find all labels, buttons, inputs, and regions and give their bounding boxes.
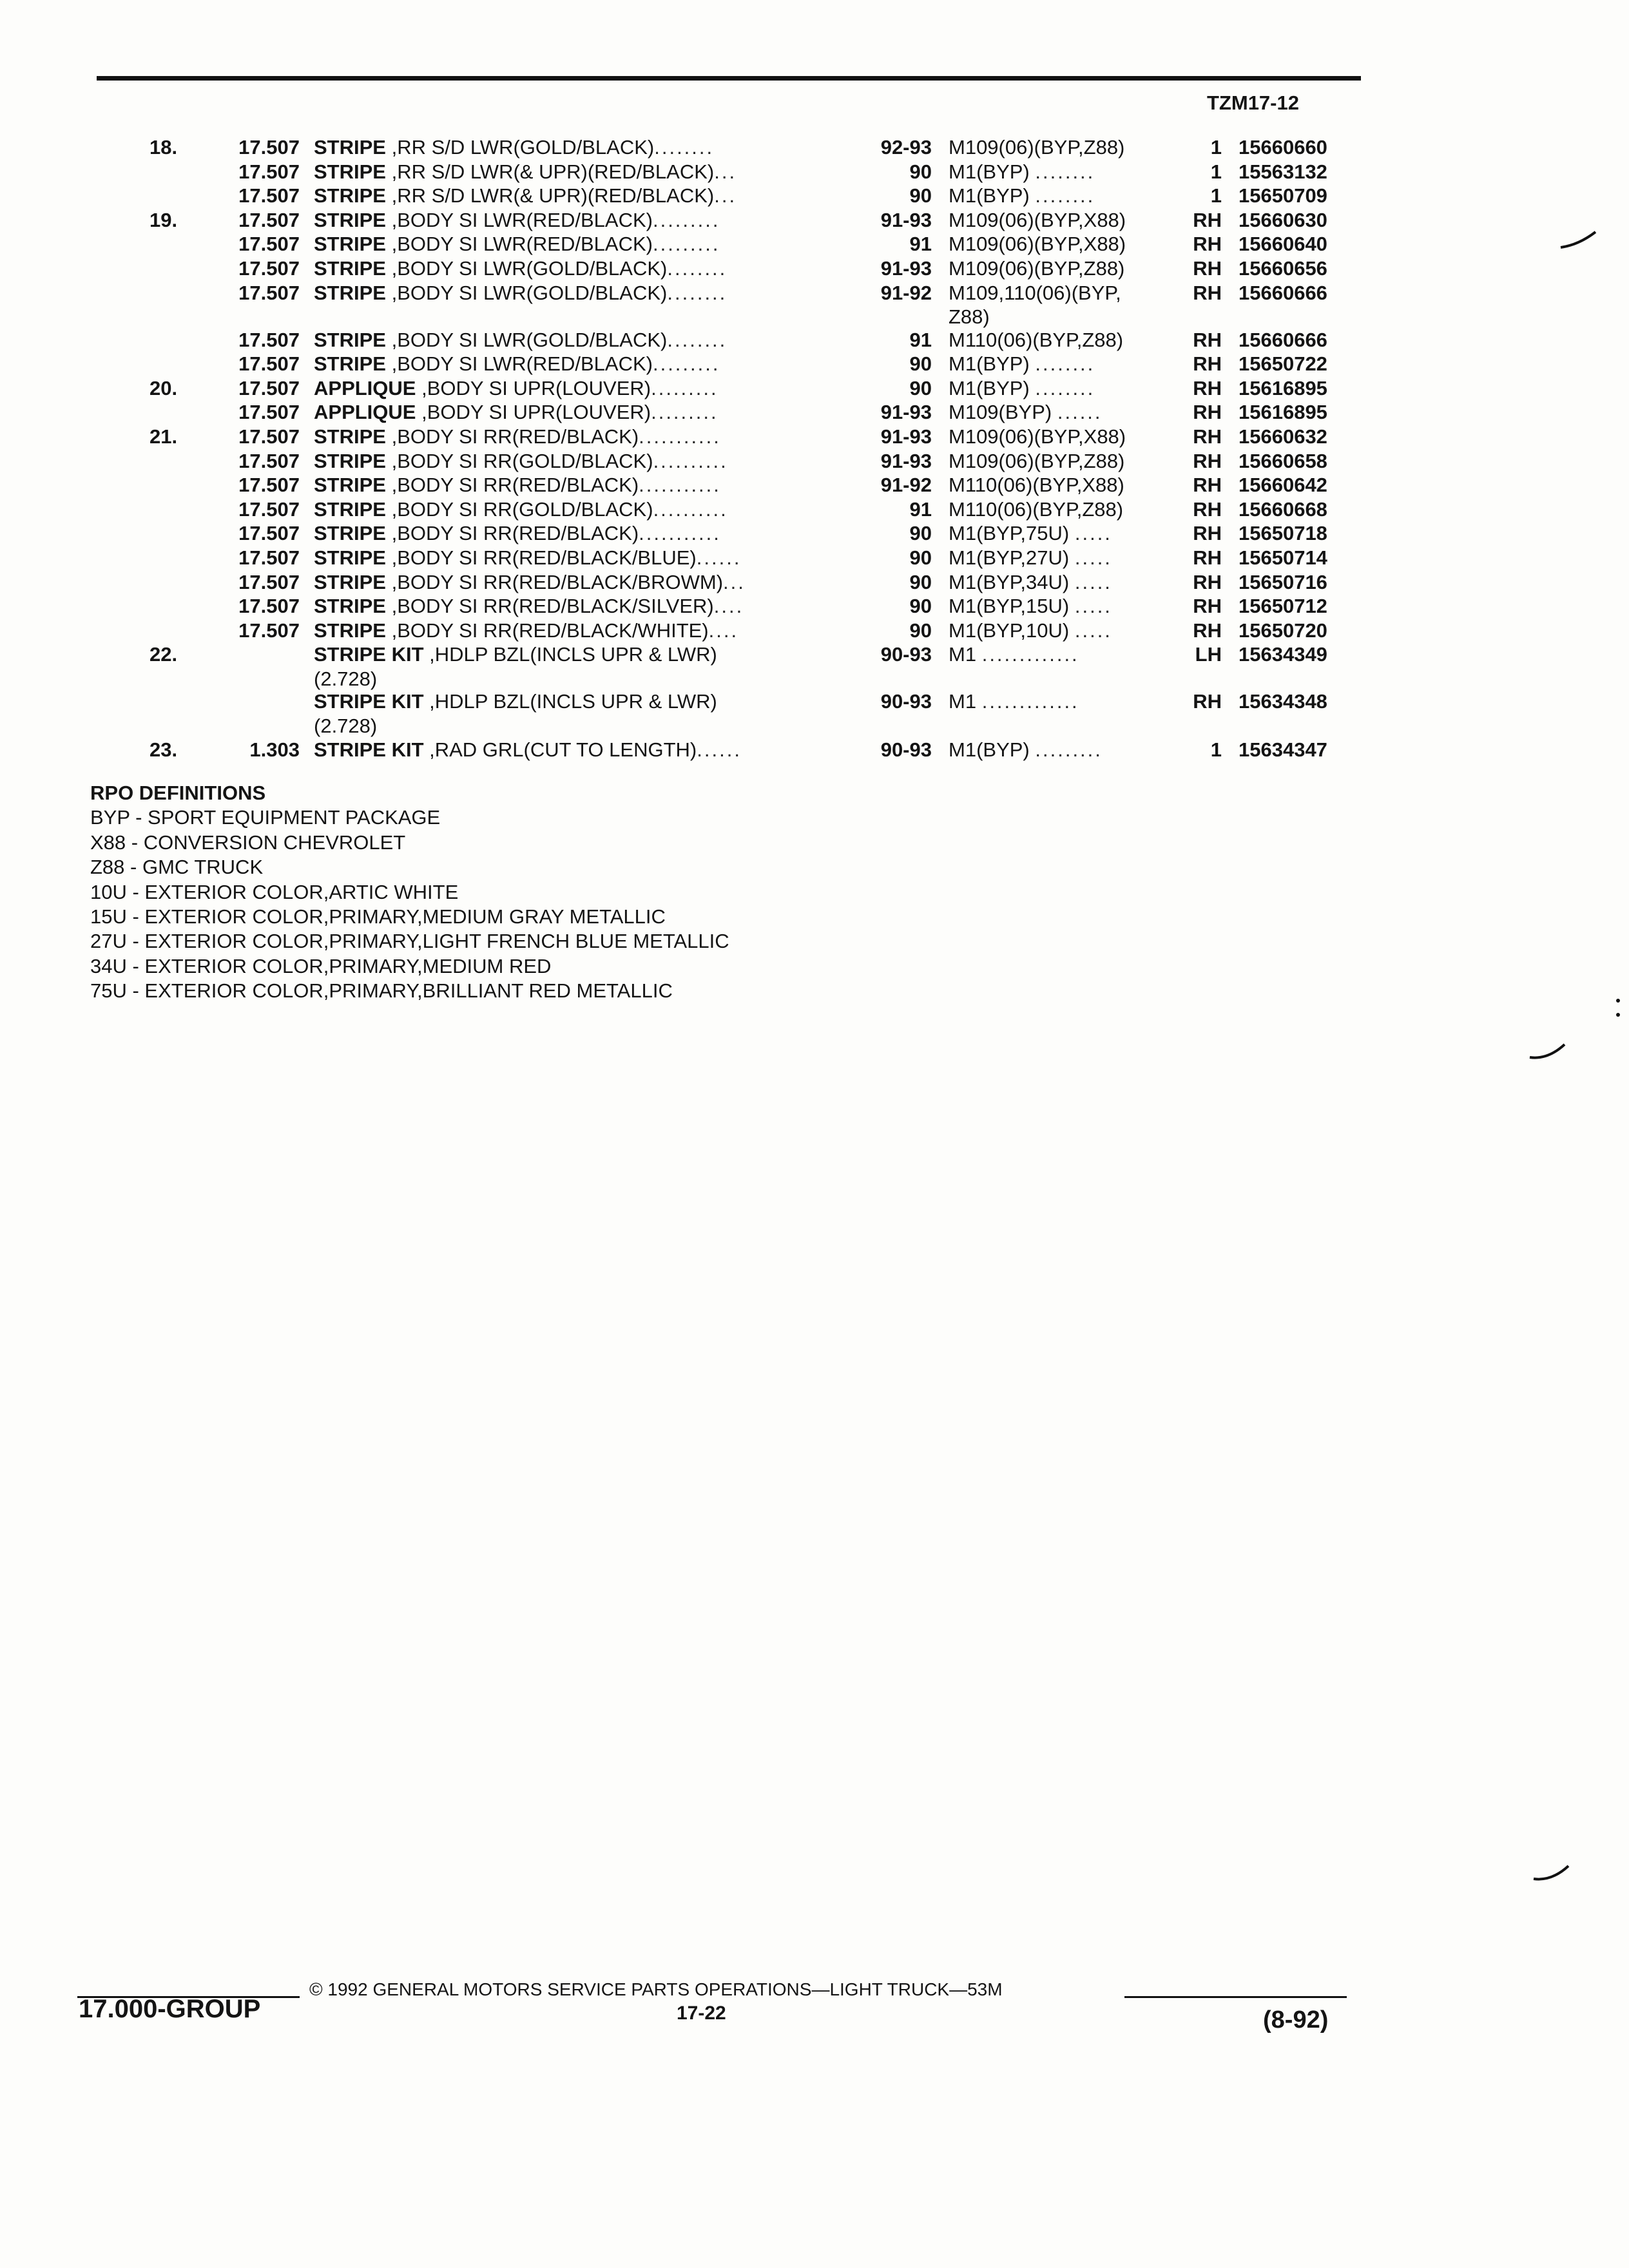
- rpo-item: 10U - EXTERIOR COLOR,ARTIC WHITE: [90, 880, 459, 903]
- model-years: 91-93: [880, 208, 932, 231]
- leader-dots: .....: [1074, 546, 1112, 569]
- table-row: [0, 521, 1629, 546]
- part-name: STRIPE: [314, 449, 386, 472]
- item-number: 21.: [149, 425, 178, 448]
- usage: [949, 594, 1171, 619]
- usage-text: M109(06)(BYP,Z88): [949, 136, 1125, 159]
- leader-dots: .........: [652, 352, 720, 376]
- part-name: STRIPE: [314, 256, 386, 280]
- rpo-item: 15U - EXTERIOR COLOR,PRIMARY,MEDIUM GRAY METALLIC: [90, 905, 666, 928]
- leader-dots: ........: [1035, 376, 1095, 399]
- group-number: 17.507: [238, 595, 300, 618]
- part-number: 15660666: [1239, 281, 1327, 304]
- usage-text: M1(BYP): [949, 160, 1030, 183]
- part-description: [314, 689, 849, 738]
- table-row: [0, 473, 1629, 497]
- part-description: [314, 184, 849, 208]
- table-row: [0, 594, 1629, 619]
- part-description-cont: (2.728): [314, 667, 378, 690]
- part-name: STRIPE KIT: [314, 690, 424, 713]
- usage-text: M109(06)(BYP,X88): [949, 208, 1126, 231]
- usage-text: M1: [949, 690, 977, 713]
- table-row: [0, 281, 1629, 328]
- part-detail: ,BODY SI LWR(GOLD/BLACK): [385, 281, 668, 304]
- group-number: 17.507: [238, 136, 300, 159]
- part-detail: ,BODY SI LWR(RED/BLACK): [385, 352, 653, 376]
- usage: [949, 473, 1171, 497]
- usage: [949, 135, 1171, 160]
- leader-dots: ......: [697, 738, 742, 762]
- part-name: STRIPE: [314, 595, 386, 618]
- part-number: 15616895: [1239, 401, 1327, 424]
- part-detail: ,BODY SI LWR(RED/BLACK): [385, 208, 653, 231]
- part-name: STRIPE: [314, 208, 386, 231]
- part-number: 15616895: [1239, 376, 1327, 399]
- leader-dots: .....: [1074, 619, 1112, 642]
- footer-copyright: © 1992 GENERAL MOTORS SERVICE PARTS OPERATIONS—LIGHT TRUCK—53M: [309, 1979, 1003, 1999]
- part-name: STRIPE: [314, 328, 386, 351]
- leader-dots: ......: [696, 546, 742, 569]
- leader-dots: ...: [723, 570, 746, 593]
- part-number: 15650709: [1239, 184, 1327, 207]
- part-detail: ,BODY SI RR(GOLD/BLACK): [385, 449, 653, 472]
- quantity: 1: [1210, 136, 1222, 159]
- quantity: RH: [1193, 425, 1222, 448]
- part-name: STRIPE: [314, 352, 386, 376]
- part-number: 15563132: [1239, 160, 1327, 183]
- usage: [949, 619, 1171, 643]
- part-description: [314, 328, 849, 352]
- quantity: RH: [1193, 376, 1222, 399]
- model-years: 90-93: [880, 738, 932, 762]
- group-number: 17.507: [238, 497, 300, 521]
- part-description: [314, 160, 849, 184]
- item-number: 22.: [149, 643, 178, 666]
- part-detail: ,RAD GRL(CUT TO LENGTH): [423, 738, 697, 762]
- rpo-item: Z88 - GMC TRUCK: [90, 856, 264, 879]
- table-row: [0, 160, 1629, 184]
- usage-text: M1(BYP,15U): [949, 595, 1070, 618]
- part-description: [314, 425, 849, 449]
- usage: [949, 232, 1171, 256]
- part-description-cont: (2.728): [314, 714, 378, 737]
- quantity: RH: [1193, 522, 1222, 545]
- part-description: [314, 135, 849, 160]
- part-detail: ,BODY SI LWR(GOLD/BLACK): [385, 328, 668, 351]
- quantity: RH: [1193, 352, 1222, 376]
- table-row: [0, 497, 1629, 522]
- usage: [949, 256, 1171, 281]
- usage: [949, 521, 1171, 546]
- footer-rule: [1124, 1996, 1347, 1998]
- leader-dots: ........: [1035, 184, 1095, 207]
- leader-dots: ........: [654, 136, 715, 159]
- model-years: 91-93: [880, 425, 932, 448]
- usage-text: M109(BYP): [949, 401, 1052, 424]
- rpo-heading: RPO DEFINITIONS: [90, 782, 266, 804]
- item-number: 19.: [149, 208, 178, 231]
- part-name: APPLIQUE: [314, 376, 416, 399]
- part-detail: ,BODY SI RR(RED/BLACK/WHITE): [385, 619, 709, 642]
- part-number: 15660642: [1239, 474, 1327, 497]
- usage: [949, 546, 1171, 570]
- usage: [949, 425, 1171, 449]
- model-years: 91-93: [880, 401, 932, 424]
- part-name: APPLIQUE: [314, 401, 416, 424]
- group-number: 17.507: [238, 425, 300, 448]
- part-detail: ,BODY SI LWR(RED/BLACK): [385, 233, 653, 256]
- quantity: 1: [1210, 184, 1222, 207]
- model-years: 90: [909, 352, 932, 376]
- part-detail: ,BODY SI UPR(LOUVER): [416, 401, 651, 424]
- group-number: 17.507: [238, 208, 300, 231]
- punch-mark-icon: [1614, 995, 1622, 1021]
- part-description: [314, 400, 849, 425]
- leader-dots: ........: [1035, 160, 1095, 183]
- usage-text: M110(06)(BYP,Z88): [949, 497, 1124, 521]
- part-description: [314, 521, 849, 546]
- part-number: 15660668: [1239, 497, 1327, 521]
- part-number: 15634349: [1239, 643, 1327, 666]
- part-description: [314, 738, 849, 762]
- usage: [949, 738, 1171, 762]
- usage: [949, 376, 1171, 401]
- model-years: 90: [909, 570, 932, 593]
- model-years: 91: [909, 328, 932, 351]
- part-number: 15660658: [1239, 449, 1327, 472]
- part-number: 15650722: [1239, 352, 1327, 376]
- part-name: STRIPE: [314, 136, 386, 159]
- usage: [949, 642, 1171, 667]
- quantity: 1: [1210, 738, 1222, 762]
- part-detail: ,BODY SI RR(GOLD/BLACK): [385, 497, 653, 521]
- group-number: 17.507: [238, 328, 300, 351]
- usage: [949, 352, 1171, 376]
- table-row: [0, 738, 1629, 762]
- model-years: 90-93: [880, 643, 932, 666]
- usage-text: M1(BYP,10U): [949, 619, 1070, 642]
- table-row: [0, 376, 1629, 401]
- punch-mark-icon: [1559, 226, 1598, 251]
- leader-dots: ........: [667, 281, 728, 304]
- part-name: STRIPE: [314, 474, 386, 497]
- usage: [949, 400, 1171, 425]
- part-number: 15634347: [1239, 738, 1327, 762]
- part-detail: ,BODY SI RR(RED/BLACK): [385, 425, 639, 448]
- usage: [949, 328, 1171, 352]
- part-name: STRIPE: [314, 233, 386, 256]
- leader-dots: ..........: [653, 449, 728, 472]
- part-description: [314, 619, 849, 643]
- leader-dots: .........: [651, 376, 718, 399]
- group-number: 17.507: [238, 401, 300, 424]
- part-name: STRIPE: [314, 570, 386, 593]
- part-description: [314, 473, 849, 497]
- part-detail: ,RR S/D LWR(GOLD/BLACK): [385, 136, 655, 159]
- usage: [949, 689, 1171, 714]
- group-number: 17.507: [238, 474, 300, 497]
- leader-dots: ......: [1057, 401, 1103, 424]
- punch-mark-icon: [1528, 1041, 1567, 1066]
- part-name: STRIPE: [314, 160, 386, 183]
- usage-text: M109(06)(BYP,X88): [949, 425, 1126, 448]
- quantity: RH: [1193, 449, 1222, 472]
- part-description: [314, 256, 849, 281]
- usage-text: M1(BYP,27U): [949, 546, 1070, 569]
- part-number: 15660666: [1239, 328, 1327, 351]
- part-description: [314, 232, 849, 256]
- table-row: [0, 135, 1629, 160]
- table-row: [0, 184, 1629, 208]
- model-years: 91-92: [880, 281, 932, 304]
- leader-dots: .............: [981, 643, 1079, 666]
- part-number: 15650720: [1239, 619, 1327, 642]
- usage: [949, 570, 1171, 595]
- model-years: 90: [909, 184, 932, 207]
- part-description: [314, 594, 849, 619]
- item-number: 20.: [149, 376, 178, 399]
- leader-dots: ...........: [639, 522, 721, 545]
- table-row: [0, 208, 1629, 233]
- quantity: RH: [1193, 474, 1222, 497]
- quantity: RH: [1193, 401, 1222, 424]
- quantity: RH: [1193, 328, 1222, 351]
- rpo-item: 34U - EXTERIOR COLOR,PRIMARY,MEDIUM RED: [90, 954, 552, 977]
- part-description: [314, 546, 849, 570]
- usage-text: M1(BYP): [949, 376, 1030, 399]
- rpo-item: 75U - EXTERIOR COLOR,PRIMARY,BRILLIANT RED METALLIC: [90, 979, 673, 1003]
- revision-date: (8-92): [1263, 2006, 1329, 2033]
- group-number: 1.303: [249, 738, 300, 762]
- rpo-definitions: [90, 781, 729, 1004]
- quantity: RH: [1193, 281, 1222, 304]
- quantity: RH: [1193, 546, 1222, 569]
- part-description: [314, 352, 849, 376]
- group-number: 17.507: [238, 546, 300, 569]
- part-detail: ,HDLP BZL(INCLS UPR & LWR): [423, 643, 717, 666]
- rpo-item: 27U - EXTERIOR COLOR,PRIMARY,LIGHT FRENCH BLUE METALLIC: [90, 930, 729, 953]
- usage-text: M109(06)(BYP,Z88): [949, 449, 1125, 472]
- part-number: 15660660: [1239, 136, 1327, 159]
- part-detail: ,BODY SI RR(RED/BLACK/BROWM): [385, 570, 724, 593]
- part-detail: ,RR S/D LWR(& UPR)(RED/BLACK): [385, 160, 715, 183]
- model-years: 91-93: [880, 449, 932, 472]
- part-name: STRIPE: [314, 425, 386, 448]
- part-number: 15650718: [1239, 522, 1327, 545]
- table-row: [0, 642, 1629, 689]
- model-years: 90: [909, 619, 932, 642]
- leader-dots: .........: [652, 233, 720, 256]
- quantity: RH: [1193, 256, 1222, 280]
- model-years: 90: [909, 522, 932, 545]
- group-number: 17.507: [238, 281, 300, 304]
- leader-dots: .....: [1074, 570, 1112, 593]
- usage-text: M109(06)(BYP,X88): [949, 233, 1126, 256]
- quantity: RH: [1193, 570, 1222, 593]
- quantity: RH: [1193, 690, 1222, 713]
- model-years: 91-93: [880, 256, 932, 280]
- model-years: 90-93: [880, 690, 932, 713]
- leader-dots: ...: [714, 160, 737, 183]
- part-name: STRIPE: [314, 522, 386, 545]
- parts-table: [0, 135, 1629, 762]
- part-detail: ,BODY SI RR(RED/BLACK/BLUE): [385, 546, 697, 569]
- page-number: 17-22: [677, 2003, 726, 2024]
- leader-dots: ........: [667, 328, 728, 351]
- part-description: [314, 449, 849, 474]
- quantity: RH: [1193, 233, 1222, 256]
- page-code: TZM17-12: [1207, 91, 1299, 114]
- part-number: 15660640: [1239, 233, 1327, 256]
- usage-text: M109,110(06)(BYP, Z88): [949, 281, 1121, 328]
- part-description: [314, 208, 849, 233]
- usage-text: M1: [949, 643, 977, 666]
- part-description: [314, 570, 849, 595]
- part-detail: ,BODY SI UPR(LOUVER): [416, 376, 651, 399]
- rpo-item: BYP - SPORT EQUIPMENT PACKAGE: [90, 806, 441, 829]
- header-rule: [97, 76, 1361, 81]
- table-row: [0, 400, 1629, 425]
- part-name: STRIPE KIT: [314, 738, 424, 762]
- leader-dots: ........: [1035, 352, 1095, 376]
- usage-text: M109(06)(BYP,Z88): [949, 256, 1125, 280]
- usage-text: M1(BYP,75U): [949, 522, 1070, 545]
- table-row: [0, 232, 1629, 256]
- table-row: [0, 570, 1629, 595]
- item-number: 18.: [149, 136, 178, 159]
- model-years: 90: [909, 160, 932, 183]
- part-number: 15650714: [1239, 546, 1327, 569]
- part-name: STRIPE: [314, 619, 386, 642]
- usage: [949, 160, 1171, 184]
- group-number: 17.507: [238, 376, 300, 399]
- group-number: 17.507: [238, 184, 300, 207]
- table-row: [0, 689, 1629, 738]
- part-detail: ,BODY SI RR(RED/BLACK/SILVER): [385, 595, 714, 618]
- usage-text: M110(06)(BYP,Z88): [949, 328, 1124, 351]
- part-name: STRIPE: [314, 281, 386, 304]
- usage: [949, 184, 1171, 208]
- rpo-item: X88 - CONVERSION CHEVROLET: [90, 831, 406, 854]
- group-number: 17.507: [238, 570, 300, 593]
- model-years: 91: [909, 497, 932, 521]
- part-number: 15650712: [1239, 595, 1327, 618]
- part-description: [314, 497, 849, 522]
- part-description: [314, 642, 849, 691]
- leader-dots: .....: [1074, 522, 1112, 545]
- table-row: [0, 619, 1629, 643]
- leader-dots: .....: [1074, 595, 1112, 618]
- model-years: 91: [909, 233, 932, 256]
- table-row: [0, 256, 1629, 281]
- group-number: 17.507: [238, 160, 300, 183]
- usage-text: M110(06)(BYP,X88): [949, 474, 1124, 497]
- table-row: [0, 352, 1629, 376]
- quantity: RH: [1193, 497, 1222, 521]
- group-label: 17.000-GROUP: [79, 1995, 261, 2023]
- model-years: 91-92: [880, 474, 932, 497]
- part-detail: ,BODY SI LWR(GOLD/BLACK): [385, 256, 668, 280]
- leader-dots: .........: [652, 208, 720, 231]
- usage-text: M1(BYP): [949, 352, 1030, 376]
- part-number: 15660656: [1239, 256, 1327, 280]
- quantity: RH: [1193, 208, 1222, 231]
- quantity: RH: [1193, 619, 1222, 642]
- leader-dots: .........: [1035, 738, 1103, 762]
- quantity: 1: [1210, 160, 1222, 183]
- table-row: [0, 546, 1629, 570]
- part-number: 15660632: [1239, 425, 1327, 448]
- part-number: 15650716: [1239, 570, 1327, 593]
- table-row: [0, 328, 1629, 352]
- leader-dots: ..........: [653, 497, 728, 521]
- model-years: 90: [909, 376, 932, 399]
- part-detail: ,BODY SI RR(RED/BLACK): [385, 474, 639, 497]
- part-name: STRIPE: [314, 184, 386, 207]
- model-years: 90: [909, 595, 932, 618]
- group-number: 17.507: [238, 256, 300, 280]
- leader-dots: ....: [708, 619, 739, 642]
- usage: [949, 208, 1171, 233]
- usage: [949, 281, 1171, 329]
- usage: [949, 449, 1171, 474]
- punch-mark-icon: [1532, 1862, 1571, 1888]
- usage-text: M1(BYP): [949, 738, 1030, 762]
- part-description: [314, 281, 849, 305]
- leader-dots: ....: [713, 595, 744, 618]
- leader-dots: ...: [714, 184, 737, 207]
- part-detail: ,BODY SI RR(RED/BLACK): [385, 522, 639, 545]
- item-number: 23.: [149, 738, 178, 762]
- leader-dots: .........: [651, 401, 718, 424]
- part-detail: ,HDLP BZL(INCLS UPR & LWR): [423, 690, 717, 713]
- leader-dots: ........: [667, 256, 728, 280]
- group-number: 17.507: [238, 352, 300, 376]
- part-name: STRIPE: [314, 546, 386, 569]
- part-number: 15634348: [1239, 690, 1327, 713]
- usage-text: M1(BYP,34U): [949, 570, 1070, 593]
- group-number: 17.507: [238, 449, 300, 472]
- group-number: 17.507: [238, 619, 300, 642]
- usage: [949, 497, 1171, 522]
- quantity: RH: [1193, 595, 1222, 618]
- leader-dots: ...........: [639, 425, 721, 448]
- table-row: [0, 449, 1629, 474]
- table-row: [0, 425, 1629, 449]
- model-years: 92-93: [880, 136, 932, 159]
- usage-text: M1(BYP): [949, 184, 1030, 207]
- model-years: 90: [909, 546, 932, 569]
- part-detail: ,RR S/D LWR(& UPR)(RED/BLACK): [385, 184, 715, 207]
- leader-dots: .............: [981, 690, 1079, 713]
- part-name: STRIPE: [314, 497, 386, 521]
- quantity: LH: [1195, 643, 1222, 666]
- part-name: STRIPE KIT: [314, 643, 424, 666]
- part-description: [314, 376, 849, 401]
- group-number: 17.507: [238, 233, 300, 256]
- group-number: 17.507: [238, 522, 300, 545]
- leader-dots: ...........: [639, 474, 721, 497]
- part-number: 15660630: [1239, 208, 1327, 231]
